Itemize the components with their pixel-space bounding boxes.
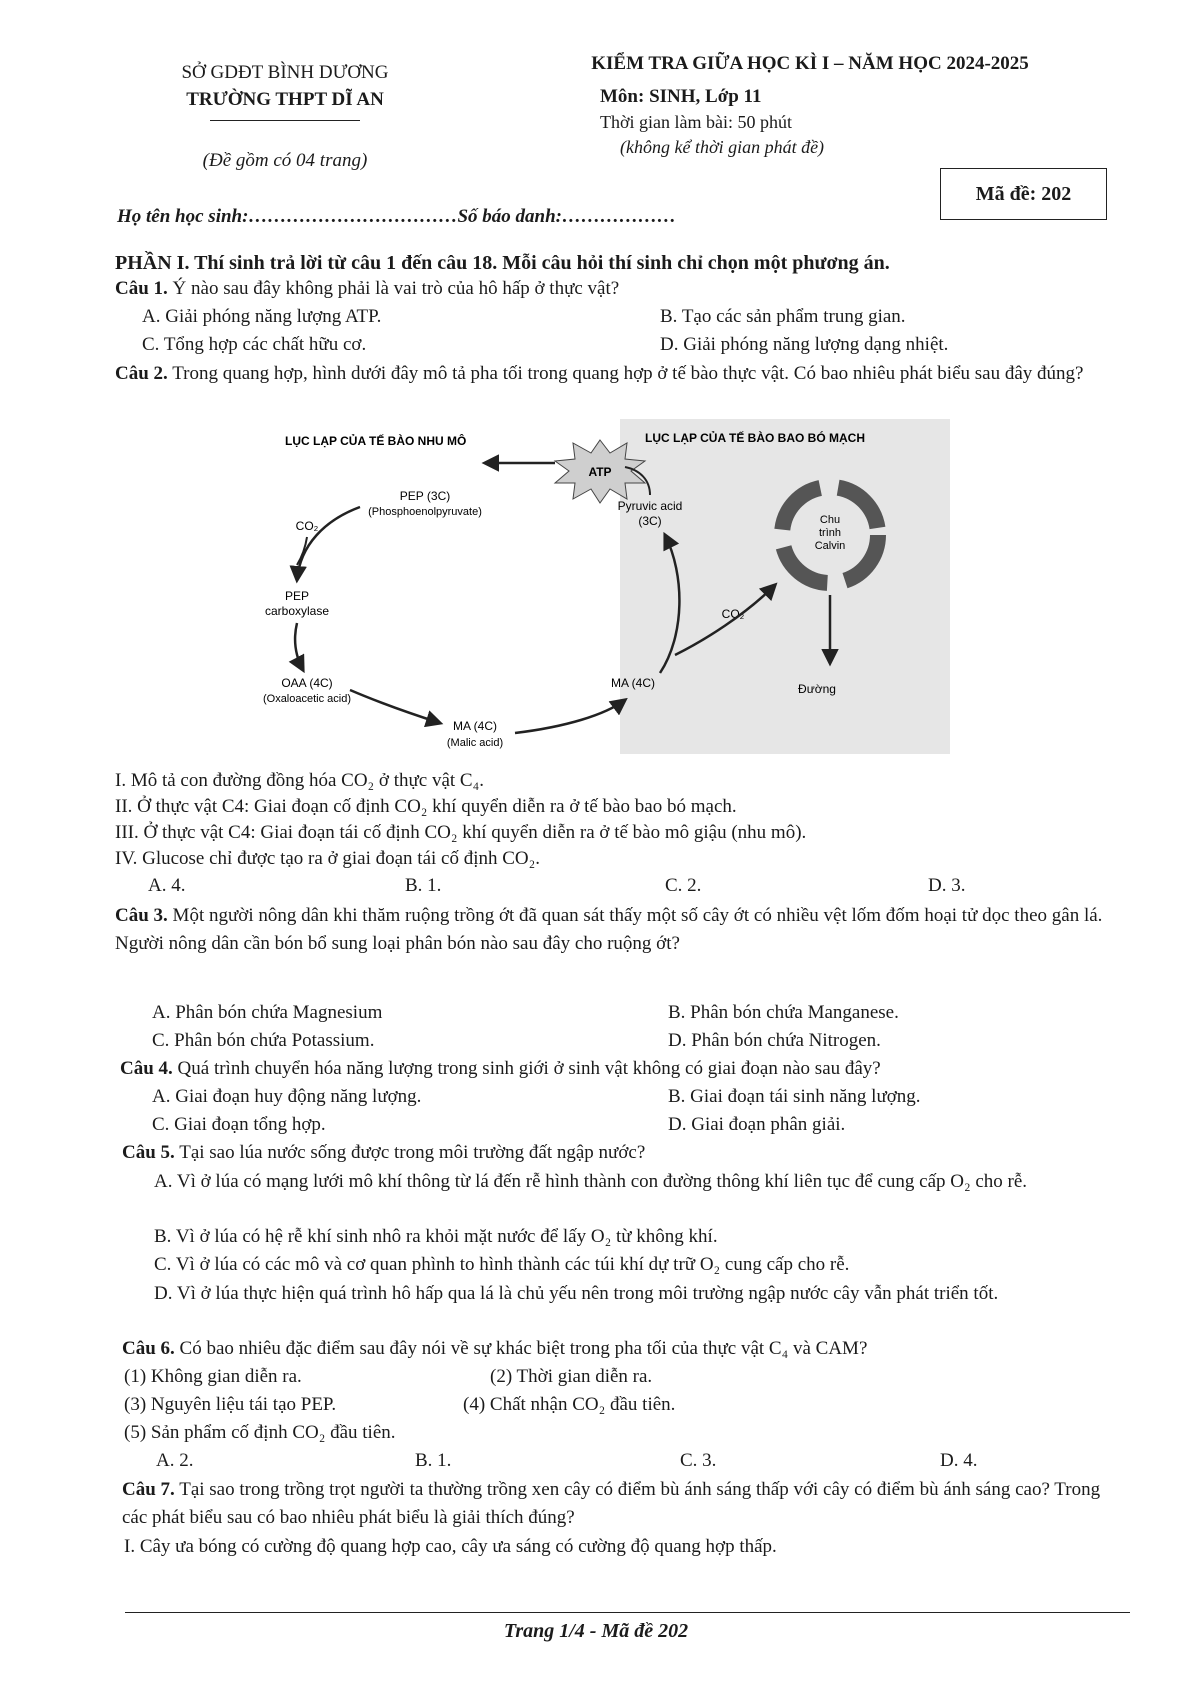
q4-option-a[interactable]: A. Giai đoạn huy động năng lượng. xyxy=(152,1086,422,1107)
q2-option-c[interactable]: C. 2. xyxy=(665,875,702,896)
pep-carboxylase-label-2: carboxylase xyxy=(264,604,330,618)
footer-rule xyxy=(125,1612,1130,1613)
question-text: Có bao nhiêu đặc điểm sau đây nói về sự khác biệt trong pha tối của thực vật C₄ và CAM? xyxy=(179,1338,868,1359)
time-note: (không kể thời gian phát đề) xyxy=(620,137,825,157)
malic-acid-right-label: MA (4C) xyxy=(610,676,656,690)
q1-option-d[interactable]: D. Giải phóng năng lượng dạng nhiệt. xyxy=(660,334,949,355)
question-label: Câu 7. xyxy=(122,1479,175,1500)
question-label: Câu 1. xyxy=(115,278,168,299)
part-1-heading: PHẦN I. Thí sinh trả lời từ câu 1 đến câu 18. Mỗi câu hỏi thí sinh chỉ chọn một phương án. xyxy=(115,252,890,274)
question-text: Tại sao trong trồng trọt người ta thường trồng xen cây có điểm bù ánh sáng thấp với cây có điểm bù ánh sáng cao? Trong các phát biểu sau có bao nhiêu phát biểu là giải thích đúng? xyxy=(122,1479,1101,1528)
question-text: Ý nào sau đây không phải là vai trò của hô hấp ở thực vật? xyxy=(172,278,620,299)
question-5 xyxy=(122,1140,645,1166)
q6-item-2: (2) Thời gian diễn ra. xyxy=(490,1366,653,1387)
q1-option-c[interactable]: C. Tổng hợp các chất hữu cơ. xyxy=(142,334,367,355)
q3-option-c[interactable]: C. Phân bón chứa Potassium. xyxy=(152,1030,375,1051)
c4-pathway-diagram xyxy=(255,415,985,760)
calvin-label-3: Calvin xyxy=(814,540,846,552)
question-3 xyxy=(115,902,1115,958)
pep-label: PEP (3C) xyxy=(399,489,451,503)
q6-item-5: (5) Sản phẩm cố định CO₂ đầu tiên. xyxy=(124,1422,396,1443)
student-info-line: Họ tên học sinh:……………………………Số báo danh:……………… xyxy=(117,206,676,227)
question-text: Một người nông dân khi thăm ruộng trồng ớt đã quan sát thấy một số cây ớt có nhiều vệt lốm đốm hoại tử dọc theo gân lá. Người nông dân cần bón bổ sung loại phân bón nào sau đây cho ruộng ớt? xyxy=(115,905,1103,954)
q4-option-c[interactable]: C. Giai đoạn tổng hợp. xyxy=(152,1114,326,1135)
q3-option-a[interactable]: A. Phân bón chứa Magnesium xyxy=(152,1002,383,1023)
bundle-sheath-title: LỤC LẠP CỦA TẾ BÀO BAO BÓ MẠCH xyxy=(645,431,865,445)
q7-statement-1: I. Cây ưa bóng có cường độ quang hợp cao, cây ưa sáng có cường độ quang hợp thấp. xyxy=(124,1536,777,1557)
q1-option-b[interactable]: B. Tạo các sản phẩm trung gian. xyxy=(660,306,906,327)
question-7 xyxy=(122,1476,1117,1532)
q3-option-b[interactable]: B. Phân bón chứa Manganese. xyxy=(668,1002,899,1023)
exam-title: KIỂM TRA GIỮA HỌC KÌ I – NĂM HỌC 2024-2025 xyxy=(591,53,1029,74)
q6-item-3: (3) Nguyên liệu tái tạo PEP. xyxy=(124,1394,337,1415)
q5-option-c[interactable]: C. Vì ở lúa có các mô và cơ quan phình to hình thành các túi khí dự trữ O₂ cung cấp cho rễ. xyxy=(154,1254,850,1275)
arrow-carboxylase-to-oaa xyxy=(295,623,303,670)
pep-full-label: (Phosphoenolpyruvate) xyxy=(368,506,482,518)
q6-option-b[interactable]: B. 1. xyxy=(415,1450,452,1471)
exam-code-box: Mã đề: 202 xyxy=(940,168,1107,220)
time-allowed: Thời gian làm bài: 50 phút xyxy=(600,112,792,132)
sugar-label: Đường xyxy=(798,682,836,696)
q5-option-d[interactable]: D. Vì ở lúa thực hiện quá trình hô hấp qua lá là chủ yếu nên trong môi trường ngập nước cây vẫn phát triển tốt. xyxy=(154,1283,999,1304)
q6-option-d[interactable]: D. 4. xyxy=(940,1450,978,1471)
q4-option-b[interactable]: B. Giai đoạn tái sinh năng lượng. xyxy=(668,1086,921,1107)
q2-option-d[interactable]: D. 3. xyxy=(928,875,966,896)
pyruvic-acid-label: Pyruvic acid xyxy=(617,499,683,513)
q2-option-a[interactable]: A. 4. xyxy=(148,875,186,896)
q2-statement-4: IV. Glucose chỉ được tạo ra ở giai đoạn tái cố định CO₂. xyxy=(115,848,541,869)
arrow-oaa-to-ma xyxy=(350,690,440,723)
q5-option-b[interactable]: B. Vì ở lúa có hệ rễ khí sinh nhô ra khỏi mặt nước để lấy O₂ từ không khí. xyxy=(154,1226,718,1247)
header-underline xyxy=(210,120,360,121)
q2-option-b[interactable]: B. 1. xyxy=(405,875,442,896)
q2-statement-3: III. Ở thực vật C4: Giai đoạn tái cố định CO₂ khí quyển diễn ra ở tế bào mô giậu (nhu mô). xyxy=(115,822,807,843)
pages-note: (Đề gồm có 04 trang) xyxy=(202,150,368,171)
school-name: TRƯỜNG THPT DĨ AN xyxy=(186,89,384,110)
mesophyll-title: LỤC LẠP CỦA TẾ BÀO NHU MÔ xyxy=(285,434,467,448)
question-4 xyxy=(120,1056,881,1082)
q6-item-1: (1) Không gian diễn ra. xyxy=(124,1366,302,1387)
department-name: SỞ GDĐT BÌNH DƯƠNG xyxy=(181,62,389,83)
question-text: Tại sao lúa nước sống được trong môi trường đất ngập nước? xyxy=(179,1142,646,1163)
malic-acid-label: MA (4C) xyxy=(452,719,498,733)
question-label: Câu 3. xyxy=(115,905,168,926)
pep-carboxylase-label-1: PEP xyxy=(284,589,310,603)
question-1 xyxy=(115,276,619,302)
question-label: Câu 5. xyxy=(122,1142,175,1163)
malic-acid-full-label: (Malic acid) xyxy=(446,737,504,749)
oaa-full-label: (Oxaloacetic acid) xyxy=(262,693,352,705)
q6-item-4: (4) Chất nhận CO₂ đầu tiên. xyxy=(463,1394,676,1415)
question-label: Câu 4. xyxy=(120,1058,173,1079)
question-text: Trong quang hợp, hình dưới đây mô tả pha tối trong quang hợp ở tế bào thực vật. Có bao nhiêu phát biểu sau đây đúng? xyxy=(172,363,1084,384)
q2-statement-1: I. Mô tả con đường đồng hóa CO₂ ở thực vật C₄. xyxy=(115,770,484,791)
question-label: Câu 2. xyxy=(115,363,168,384)
question-6 xyxy=(122,1336,867,1362)
question-2 xyxy=(115,360,1115,388)
bundle-sheath-panel xyxy=(617,419,950,754)
q4-option-d[interactable]: D. Giai đoạn phân giải. xyxy=(668,1114,846,1135)
atp-label: ATP xyxy=(588,465,612,479)
co2-right-label: CO₂ xyxy=(721,607,745,621)
question-text: Quá trình chuyển hóa năng lượng trong sinh giới ở sinh vật không có giai đoạn nào sau đây? xyxy=(177,1058,881,1079)
subject: Môn: SINH, Lớp 11 xyxy=(600,86,762,107)
q5-option-a[interactable]: A. Vì ở lúa có mạng lưới mô khí thông từ lá đến rễ hình thành con đường thông khí liên tục để cung cấp O₂ cho rễ. xyxy=(154,1171,1028,1192)
arrow-ma-to-sheath xyxy=(515,700,625,733)
q6-option-a[interactable]: A. 2. xyxy=(156,1450,194,1471)
oaa-label: OAA (4C) xyxy=(281,676,333,690)
q3-option-d[interactable]: D. Phân bón chứa Nitrogen. xyxy=(668,1030,881,1051)
calvin-label-2: trình xyxy=(818,527,842,539)
q2-statement-2: II. Ở thực vật C4: Giai đoạn cố định CO₂ khí quyển diễn ra ở tế bào bao bó mạch. xyxy=(115,796,737,817)
pyruvic-acid-carbon-label: (3C) xyxy=(638,514,662,528)
question-label: Câu 6. xyxy=(122,1338,175,1359)
co2-left-label: CO₂ xyxy=(295,519,319,533)
calvin-label-1: Chu xyxy=(819,514,841,526)
page-footer: Trang 1/4 - Mã đề 202 xyxy=(503,1620,689,1642)
q1-option-a[interactable]: A. Giải phóng năng lượng ATP. xyxy=(142,306,382,327)
q6-option-c[interactable]: C. 3. xyxy=(680,1450,717,1471)
